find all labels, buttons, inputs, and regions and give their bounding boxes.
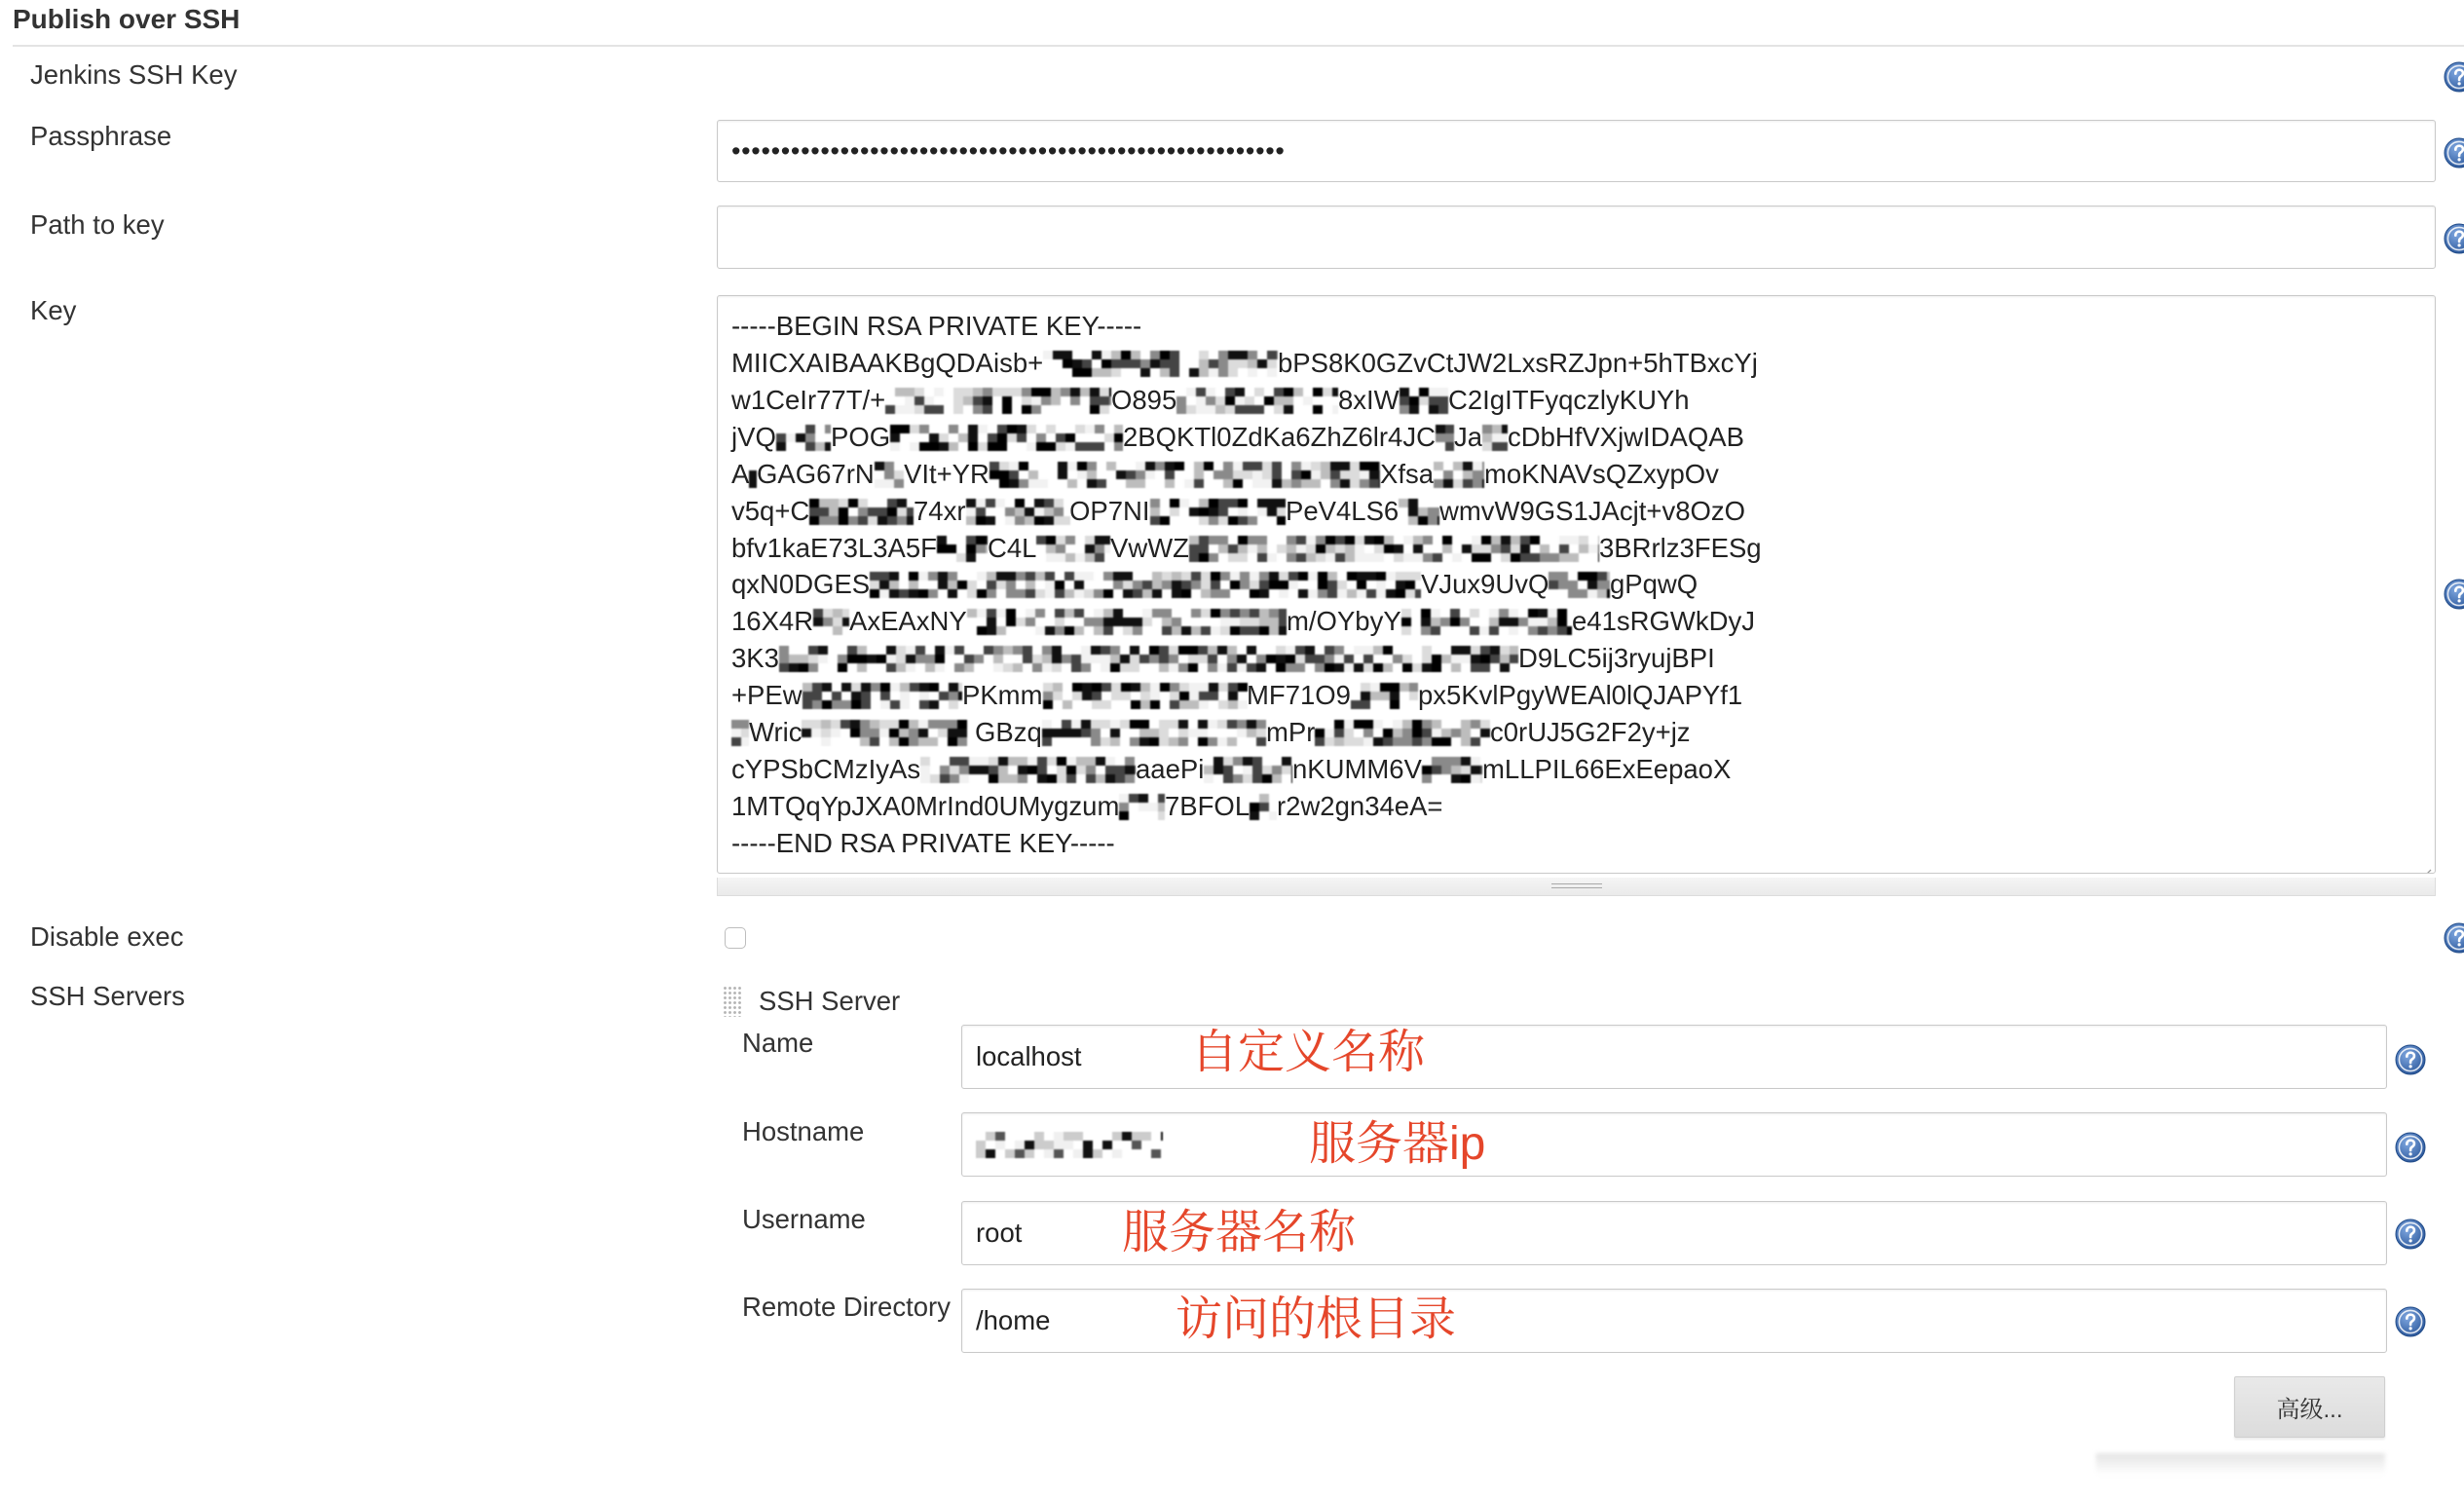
key-text-fragment: 1MTQqYpJXA0MrInd0UMygzum [731,790,1120,821]
key-text-fragment: mLLPIL66ExEepaoX [1482,754,1732,785]
key-text-fragment: O895 [1111,384,1177,415]
key-line [731,382,2421,419]
key-line [731,308,2421,345]
hostname-redaction [976,1126,1171,1165]
redaction-mosaic [1549,572,1610,598]
passphrase-field[interactable] [717,120,2436,182]
redaction-mosaic [1043,351,1278,377]
key-line [731,419,2421,456]
server-name-field[interactable] [961,1025,2387,1089]
key-text-fragment: wmvW9GS1JAcjt+v8OzO [1439,495,1746,526]
key-text-fragment: POG [831,421,891,452]
redaction-mosaic [749,462,757,488]
key-line [731,456,2421,493]
redaction-mosaic [1401,609,1572,635]
help-icon[interactable] [2395,1044,2426,1075]
key-line [731,714,2421,751]
jenkins-ssh-key-label: Jenkins SSH Key [30,59,238,90]
redaction-mosaic [1250,794,1277,820]
redaction-mosaic [920,757,1136,783]
ssh-server-title: SSH Server [759,986,901,1016]
key-text-fragment: GAG67rN [757,458,875,489]
disable-exec-checkbox[interactable] [725,927,746,949]
key-text-fragment: A [731,458,750,489]
name-annotation: 自定义名称 [1191,1027,1426,1078]
key-text-fragment: 3BRrlz3FESg [1599,532,1762,563]
key-text-fragment: 2BQKTl0ZdKa6ZhZ6lr4JC [1123,421,1436,452]
redaction-mosaic [1422,757,1482,783]
redaction-mosaic [1043,683,1248,709]
key-text-fragment: bPS8K0GZvCtJW2LxsRZJpn+5hTBxcYj [1278,347,1758,378]
redaction-mosaic [989,462,1380,488]
redaction-mosaic [802,720,975,746]
key-text-fragment: MIICXAIBAAKBgQDAisb+ [731,347,1044,378]
redaction-mosaic [1482,425,1508,451]
username-label: Username [742,1204,866,1234]
key-text-fragment: D9LC5ij3ryujBPI [1518,643,1715,674]
grip-handle-icon [1551,883,1602,888]
key-text [718,296,2435,873]
redaction-mosaic [1436,425,1454,451]
key-text-fragment: aaePi [1136,754,1205,785]
redaction-mosaic [813,609,849,635]
passphrase-label: Passphrase [30,121,172,151]
key-text-fragment: C2IgITFyqczlyKUYh [1448,384,1690,415]
help-icon[interactable] [2395,1132,2426,1163]
key-text-fragment: Xfsa [1380,458,1435,489]
key-text-fragment: C4L [988,532,1037,563]
advanced-button[interactable]: 高级... [2234,1376,2385,1438]
redaction-mosaic [1119,794,1165,820]
redaction-mosaic [1176,388,1338,414]
remote-directory-annotation: 访问的根目录 [1176,1294,1457,1345]
key-text-fragment: OP7NI [1069,495,1150,526]
key-text-fragment: 8xIW [1338,384,1400,415]
key-text-fragment: jVQ [731,421,776,452]
redaction-mosaic [1204,757,1292,783]
remote-directory-label: Remote Directory [742,1292,951,1322]
redaction-mosaic [870,572,1421,598]
key-text-fragment: 74xr [914,495,966,526]
key-line [731,530,2421,567]
ssh-servers-label: SSH Servers [30,981,185,1011]
redaction-mosaic [1434,462,1484,488]
redaction-mosaic [967,609,1287,635]
help-icon[interactable] [2444,137,2464,169]
key-text-fragment: PKmm [962,680,1043,711]
help-icon[interactable] [2395,1219,2426,1250]
key-text-fragment: VwWZ [1110,532,1189,563]
key-text-fragment: c0rUJ5G2F2y+jz [1490,717,1691,748]
key-text-fragment: gPqwQ [1610,569,1699,600]
section-title: Publish over SSH [13,4,241,34]
path-to-key-field[interactable] [717,206,2436,269]
help-icon[interactable] [2444,579,2464,610]
key-line [731,345,2421,382]
redaction-mosaic [1150,499,1286,525]
redaction-mosaic [885,388,1111,414]
partial-button [2096,1453,2385,1475]
help-icon[interactable] [2444,223,2464,254]
redaction-mosaic [1042,720,1266,746]
redaction-mosaic [937,536,988,562]
redaction-mosaic [1400,388,1448,414]
key-text-fragment: Wric [749,717,803,748]
drag-handle-icon[interactable] [723,986,742,1017]
section-divider [13,45,2464,47]
redaction-mosaic [1351,683,1418,709]
key-text-fragment: AxEAxNY [849,606,967,637]
redaction-mosaic [966,499,1070,525]
textarea-resize-bar[interactable] [717,878,2436,896]
redaction-mosaic [1036,536,1110,562]
disable-exec-label: Disable exec [30,921,184,952]
help-icon[interactable] [2444,61,2464,93]
redaction-mosaic [809,499,914,525]
key-text-fragment: VJux9UvQ [1421,569,1549,600]
key-text-fragment: -----BEGIN RSA PRIVATE KEY----- [731,311,1142,341]
redaction-mosaic [1399,499,1439,525]
key-label: Key [30,295,77,325]
hostname-field[interactable] [961,1112,2387,1177]
key-line [731,677,2421,714]
key-text-fragment: qxN0DGES [731,569,871,600]
key-text-fragment: MF71O9 [1247,680,1351,711]
server-name-label: Name [742,1028,814,1058]
hostname-annotation: 服务器ip [1309,1118,1486,1170]
key-text-fragment: VIt+YR [904,458,989,489]
key-text-fragment: -----END RSA PRIVATE KEY----- [731,827,1115,858]
key-text-fragment: m/OYbyY [1287,606,1401,637]
key-line [731,566,2421,603]
hostname-label: Hostname [742,1116,865,1146]
key-text-fragment: bfv1kaE73L3A5F [731,532,937,563]
key-text-fragment: e41sRGWkDyJ [1572,606,1755,637]
redaction-mosaic [1315,720,1490,746]
username-annotation: 服务器名称 [1122,1207,1357,1258]
key-line [731,640,2421,677]
redaction-mosaic [875,462,904,488]
redaction-mosaic [776,425,831,451]
redaction-mosaic [779,646,1518,672]
help-icon[interactable] [2395,1306,2426,1337]
key-text-fragment: mPr [1266,717,1316,748]
key-text-fragment: Ja [1454,421,1483,452]
resize-grip-icon[interactable] [2418,856,2432,870]
key-text-fragment: cYPSbCMzIyAs [731,754,921,785]
key-text-fragment: px5KvlPgyWEAl0lQJAPYf1 [1418,680,1743,711]
key-line [731,788,2421,825]
redaction-mosaic [731,720,749,746]
redaction-mosaic [890,425,1123,451]
key-textarea[interactable] [717,295,2436,874]
redaction-mosaic [1189,536,1599,562]
key-text-fragment: PeV4LS6 [1286,495,1400,526]
redaction-mosaic [976,1132,1163,1158]
key-text-fragment: 16X4R [731,606,814,637]
key-line [731,493,2421,530]
key-text-fragment: nKUMM6V [1292,754,1422,785]
path-to-key-label: Path to key [30,209,165,240]
help-icon[interactable] [2444,922,2464,954]
key-text-fragment: moKNAVsQZxypOv [1484,458,1719,489]
key-line [731,825,2421,862]
key-text-fragment: 3K3 [731,643,779,674]
key-text-fragment: r2w2gn34eA= [1277,790,1443,821]
redaction-mosaic [803,683,962,709]
key-line [731,603,2421,640]
key-line [731,751,2421,788]
key-text-fragment: GBzq [975,717,1042,748]
key-text-fragment: v5q+C [731,495,810,526]
key-text-fragment: 7BFOL [1165,790,1251,821]
key-text-fragment: +PEw [731,680,803,711]
key-text-fragment: w1CeIr77T/+ [731,384,886,415]
key-text-fragment: cDbHfVXjwIDAQAB [1508,421,1744,452]
